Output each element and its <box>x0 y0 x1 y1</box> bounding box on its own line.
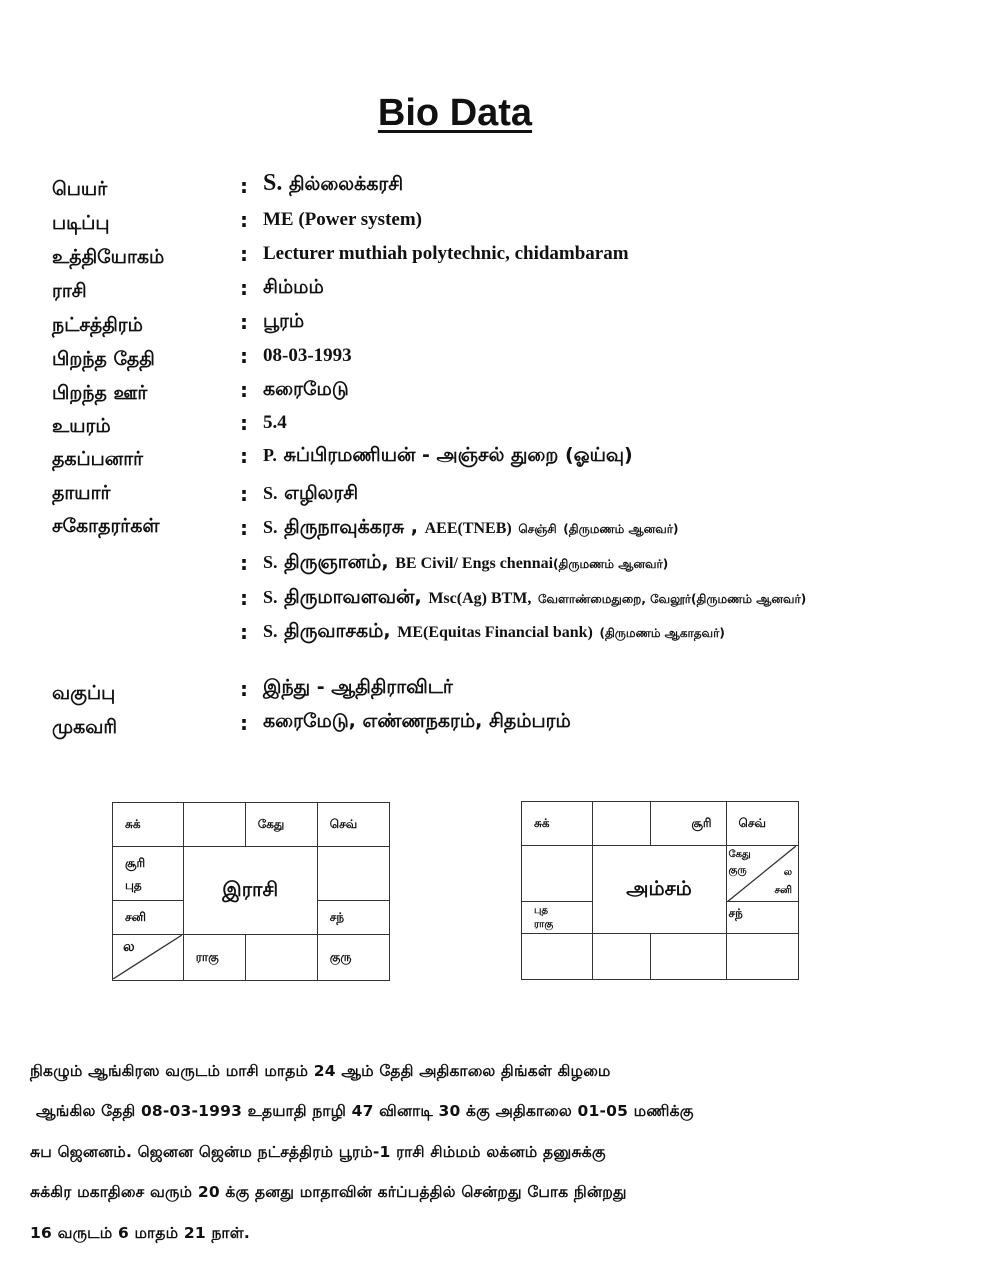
colon: : <box>240 482 248 506</box>
colon: : <box>240 378 248 402</box>
lagna-cell <box>113 935 184 981</box>
label-siblings: சகோதரர்கள் <box>52 515 160 537</box>
value-address: கரைமேடு, எண்ணநகரம், சிதம்பரம் <box>263 710 571 732</box>
colon: : <box>240 444 248 468</box>
sibling-status: (திருமணம் ஆகாதவர்) <box>599 626 725 640</box>
sibling-name: திருநாவுக்கரசு , <box>284 516 418 538</box>
colon: : <box>240 586 248 610</box>
planet-label: ல <box>783 867 792 878</box>
value-star: பூரம் <box>263 310 305 332</box>
label-dob: பிறந்த தேதி <box>52 348 155 370</box>
mother-text: எழிலரசி <box>284 482 359 504</box>
sibling-1 <box>263 516 679 541</box>
colon: : <box>240 242 248 266</box>
amsam-cell: சந் <box>726 902 799 934</box>
rasi-cell: சுக் <box>113 803 184 847</box>
sibling-status: (திருமணம் ஆனவர்) <box>553 557 669 571</box>
amsam-chart-title: அம்சம் <box>592 846 726 934</box>
sibling-detail: Msc(Ag) BTM, <box>428 590 532 607</box>
label-community: வகுப்பு <box>52 682 116 704</box>
rasi-chart-title: இராசி <box>183 847 317 935</box>
value-father <box>263 444 633 469</box>
label-mother: தாயார் <box>52 482 111 504</box>
rasi-cell: சந் <box>317 901 389 935</box>
amsam-cell <box>522 846 593 902</box>
sibling-initial: S. <box>263 552 278 572</box>
horoscope-line: ஆங்கில தேதி 08-03-1993 உதயாதி நாழி 47 வினாடி 30 க்கு அதிகாலை 01-05 மணிக்கு <box>36 1102 694 1120</box>
sibling-status: (திருமணம் ஆனவர்) <box>691 592 807 606</box>
colon: : <box>240 551 248 575</box>
sibling-detail: AEE(TNEB) <box>424 520 512 537</box>
sibling-name: திருமாவளவன், <box>284 586 422 608</box>
father-initial: P. <box>263 445 277 465</box>
rasi-cell <box>113 847 184 901</box>
colon: : <box>240 310 248 334</box>
colon: : <box>240 411 248 435</box>
colon: : <box>240 208 248 232</box>
amsam-chart <box>521 801 799 980</box>
father-text: சுப்பிரமணியன் - அஞ்சல் துறை (ஓய்வு) <box>283 444 633 466</box>
sibling-detail: ME(Equitas Financial bank) <box>397 624 593 641</box>
colon: : <box>240 276 248 300</box>
label-rasi: ராசி <box>52 280 87 302</box>
label-height: உயரம் <box>52 415 111 437</box>
amsam-cell <box>726 934 799 980</box>
rasi-chart <box>112 802 390 981</box>
planet-label: குரு <box>728 865 747 876</box>
amsam-cell <box>522 902 593 934</box>
sibling-4 <box>263 620 725 645</box>
value-community: இந்து - ஆதிதிராவிடர் <box>263 676 453 698</box>
colon: : <box>240 711 248 735</box>
horoscope-line: சுப ஜெனனம். ஜெனன ஜென்ம நட்சத்திரம் பூரம்-1 ராசி சிம்மம் லக்னம் தனுசுக்கு <box>30 1143 606 1161</box>
amsam-split-cell <box>726 846 799 902</box>
planet-label: சூரி <box>125 855 146 870</box>
sibling-detail: BE Civil/ Engs chennai <box>395 555 554 572</box>
amsam-cell: சுக் <box>522 802 593 846</box>
colon: : <box>240 516 248 540</box>
label-birthplace: பிறந்த ஊர் <box>52 382 148 404</box>
horoscope-line: சுக்கிர மகாதிசை வரும் 20 க்கு தனது மாதாவின் கர்ப்பத்தில் சென்றது போக நின்றது <box>30 1183 627 1201</box>
amsam-cell: சூரி <box>650 802 726 846</box>
rasi-cell: சனி <box>113 901 184 935</box>
label-education: படிப்பு <box>52 212 110 234</box>
rasi-cell <box>317 847 389 901</box>
value-education: ME (Power system) <box>263 209 422 230</box>
sibling-name: திருஞானம், <box>284 551 389 573</box>
horoscope-line: நிகழும் ஆங்கிரஸ வருடம் மாசி மாதம் 24 ஆம் தேதி அதிகாலை திங்கள் கிழமை <box>30 1062 611 1080</box>
amsam-cell: செவ் <box>726 802 799 846</box>
amsam-cell <box>592 802 650 846</box>
value-dob: 08-03-1993 <box>263 345 352 366</box>
name-text: தில்லைக்கரசி <box>288 173 404 195</box>
colon: : <box>240 677 248 701</box>
horoscope-line: 16 வருடம் 6 மாதம் 21 நாள். <box>30 1224 250 1242</box>
amsam-cell <box>592 934 650 980</box>
label-name: பெயர் <box>52 178 108 200</box>
value-name <box>263 170 403 198</box>
label-occupation: உத்தியோகம் <box>52 246 165 268</box>
rasi-cell: ராகு <box>183 935 245 981</box>
planet-label: புத <box>125 877 142 892</box>
sibling-place: செஞ்சி <box>518 522 557 536</box>
rasi-cell <box>245 935 317 981</box>
amsam-split-lower <box>775 864 793 900</box>
rasi-cell: கேது <box>245 803 317 847</box>
rasi-cell: செவ் <box>317 803 389 847</box>
value-rasi: சிம்மம் <box>263 276 324 298</box>
planet-label: புத <box>534 904 548 916</box>
label-star: நட்சத்திரம் <box>52 314 143 336</box>
sibling-initial: S. <box>263 621 278 641</box>
planet-label: கேது <box>728 849 751 860</box>
colon: : <box>240 174 248 198</box>
value-height: 5.4 <box>263 412 287 433</box>
sibling-3 <box>263 586 806 611</box>
page-title: Bio Data <box>377 92 533 134</box>
value-birthplace: கரைமேடு <box>263 378 349 400</box>
value-mother <box>263 482 358 507</box>
rasi-cell: குரு <box>317 935 389 981</box>
amsam-cell <box>522 934 593 980</box>
sibling-initial: S. <box>263 517 278 537</box>
lagna-label: ல <box>123 939 135 955</box>
rasi-cell <box>183 803 245 847</box>
name-initial: S. <box>263 170 283 196</box>
amsam-cell <box>650 934 726 980</box>
sibling-name: திருவாசகம், <box>284 620 391 642</box>
label-address: முகவரி <box>52 716 118 738</box>
label-father: தகப்பனார் <box>52 448 144 470</box>
colon: : <box>240 344 248 368</box>
sibling-place: வேளாண்மைதுறை, வேலூர் <box>538 592 692 606</box>
sibling-status: (திருமணம் ஆனவர்) <box>563 522 679 536</box>
sibling-2 <box>263 551 668 576</box>
planet-label: சனி <box>774 885 792 896</box>
colon: : <box>240 620 248 644</box>
mother-initial: S. <box>263 483 278 503</box>
value-occupation: Lecturer muthiah polytechnic, chidambaram <box>263 243 629 264</box>
sibling-initial: S. <box>263 587 278 607</box>
planet-label: ராகு <box>534 918 554 930</box>
